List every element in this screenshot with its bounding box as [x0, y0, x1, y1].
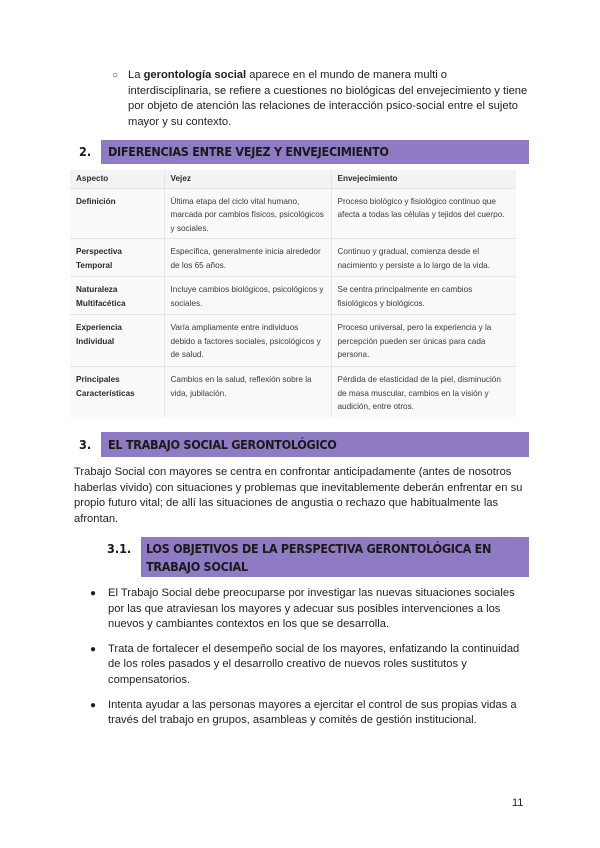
comparison-table: [70, 170, 516, 417]
header-envejecimiento: Envejecimiento: [331, 170, 516, 188]
row-envejecimiento: Pérdida de elasticidad de la piel, disminución de masa muscular, cambios en la visión y audición, entre otros.: [331, 367, 516, 417]
table-row: [70, 315, 516, 367]
header-vejez: Vejez: [164, 170, 331, 188]
objectives-list: [90, 586, 520, 738]
objective-text: Intenta ayudar a las personas mayores a ejercitar el control de sus propias vidas a través del trabajo en grupos, asambleas y comités de gestión institucional.: [108, 698, 517, 727]
row-vejez: Varía ampliamente entre individuos debido a factores sociales, psicológicos y de salud.: [164, 315, 331, 367]
section-3-paragraph: Trabajo Social con mayores se centra en confrontar anticipadamente (antes de nosotros haberlas vivido) con situaciones y problemas que inevitablemente deberán enfrentar en su propio futuro vital; de allí las situaciones de angustia o rechazo que habitualmente las afrontan.: [74, 466, 523, 525]
list-item: [90, 698, 520, 729]
row-aspect: Perspectiva Temporal: [70, 239, 164, 277]
row-aspect: Principales Características: [76, 375, 135, 398]
section-3-title: EL TRABAJO SOCIAL GERONTOLÓGICO: [108, 437, 337, 452]
hollow-bullet-icon: ○: [112, 70, 119, 81]
row-vejez: Cambios en la salud, reflexión sobre la vida, jubilación.: [164, 367, 331, 417]
table-row: [70, 239, 516, 277]
intro-bold-term: gerontología social: [143, 69, 247, 81]
intro-rest: aparece en el mundo de manera multi o interdisciplinaria, se refiere a cuestiones no biológicas del envejecimiento y tiene por objeto de atención las relaciones de interacción psico-social entre el sujeto mayor y su contexto.: [128, 69, 528, 128]
intro-lead: La: [128, 69, 144, 81]
section-3-number: 3.: [70, 432, 101, 457]
filled-bullet-icon: ●: [90, 699, 97, 711]
table-row: [70, 367, 516, 417]
section-2-number: 2.: [70, 140, 101, 164]
page-number: 11: [512, 797, 524, 809]
row-aspect: Experiencia Individual: [70, 315, 164, 367]
row-envejecimiento: Proceso universal, pero la experiencia y la percepción pueden ser únicas para cada persona.: [331, 315, 516, 367]
section-3-heading: [70, 432, 529, 457]
list-item: [90, 586, 520, 633]
header-aspect: Aspecto: [70, 170, 164, 188]
objective-text: Trata de fortalecer el desempeño social de los mayores, enfatizando la continuidad de los roles pasados y el desarrollo creativo de nuevos roles sustitutos y compensatorios.: [108, 642, 520, 686]
table-row: [70, 188, 516, 239]
row-aspect: Naturaleza Multifacética: [70, 277, 164, 315]
section-3-1-title: LOS OBJETIVOS DE LA PERSPECTIVA GERONTOLÓGICA EN TRABAJO SOCIAL: [146, 541, 492, 574]
section-2-heading: [70, 140, 529, 164]
row-envejecimiento: Continuo y gradual, comienza desde el nacimiento y persiste a lo largo de la vida.: [331, 239, 516, 277]
row-vejez: Específica, generalmente inicia alrededor de los 65 años.: [164, 239, 331, 277]
filled-bullet-icon: ●: [90, 643, 97, 655]
objective-text: El Trabajo Social debe preocuparse por investigar las nuevas situaciones sociales por las que atraviesan los mayores y adecuar sus posibles intervenciones a los nuevos y cambiantes contextos en los que se desarrolla.: [108, 587, 515, 631]
filled-bullet-icon: ●: [90, 588, 97, 599]
row-envejecimiento: Se centra principalmente en cambios fisiológicos y biológicos.: [331, 277, 516, 315]
intro-paragraph: [112, 68, 528, 130]
section-3-1-heading: [105, 537, 529, 577]
row-vejez: Última etapa del ciclo vital humano, marcada por cambios físicos, psicológicos y sociales.: [164, 188, 331, 239]
list-item: [90, 642, 520, 689]
row-envejecimiento: Proceso biológico y fisiológico continuo que afecta a todas las células y tejidos del cuerpo.: [331, 188, 516, 239]
row-vejez: Incluye cambios biológicos, psicológicos y sociales.: [164, 277, 331, 315]
section-3-1-number: 3.1.: [105, 537, 141, 577]
section-2-title: DIFERENCIAS ENTRE VEJEZ Y ENVEJECIMIENTO: [108, 144, 389, 159]
table-header-row: [70, 170, 516, 188]
table-row: [70, 277, 516, 315]
row-aspect: Definición: [70, 188, 164, 239]
